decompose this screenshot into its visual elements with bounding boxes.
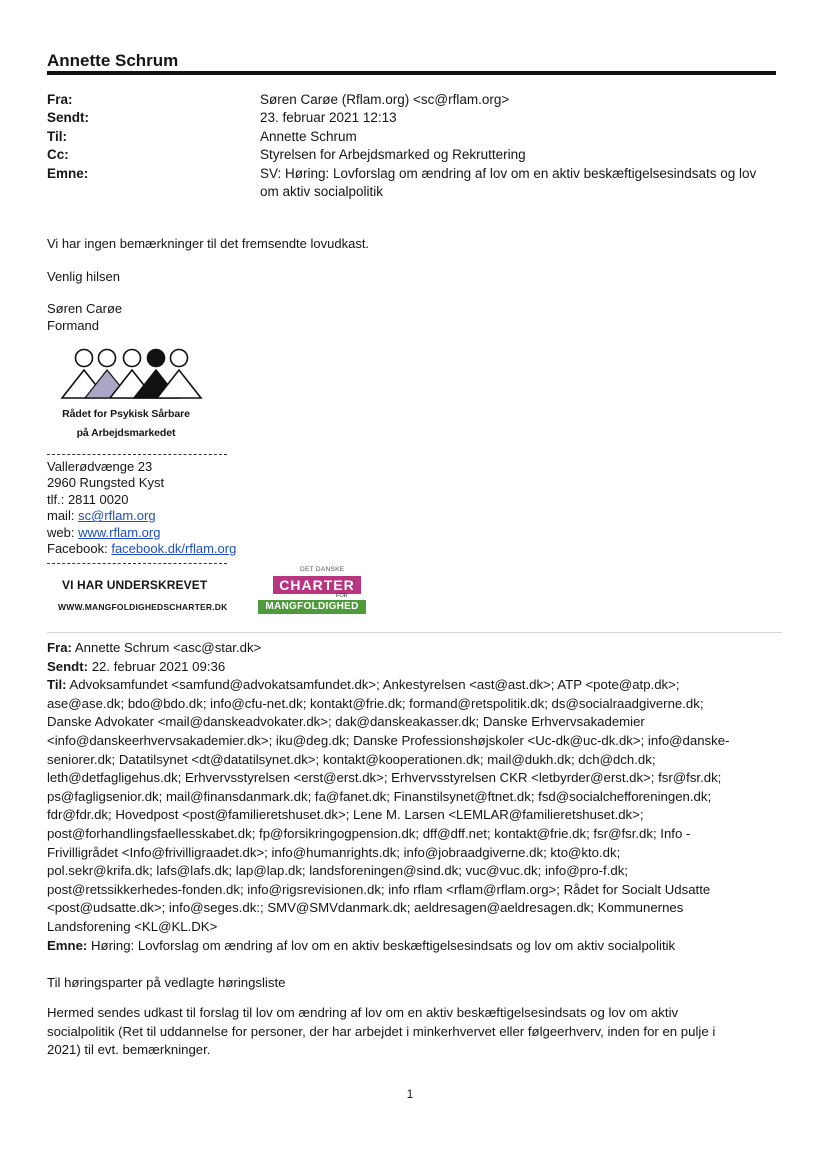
reply-to-label: Til: — [47, 128, 67, 144]
charter-logo-main: CHARTER — [273, 576, 361, 594]
reply-sent-row — [47, 109, 756, 127]
orig-to-line: ps@fagligsenior.dk; mail@finansdanmark.dk; fa@fanet.dk; Finanstilsynet@ftnet.dk; fsd@socialchefforeningen.dk; — [47, 788, 712, 804]
reply-cc-label: Cc: — [47, 147, 69, 163]
rflam-logo — [55, 345, 205, 401]
address-street: Vallerødvænge 23 — [47, 459, 153, 474]
address-mail-row — [47, 508, 236, 524]
facebook-label: Facebook: — [47, 541, 108, 557]
logo-caption-line-2: på Arbejdsmarkedet — [76, 427, 176, 439]
reply-closing: Venlig hilsen — [47, 269, 120, 284]
orig-sent-value: 22. februar 2021 09:36 — [91, 658, 226, 674]
orig-body-line: socialpolitik (Ret til uddannelse for personer, der har arbejdet i minkerhvervet eller følgeerhverv, inden for en pulje i — [47, 1023, 716, 1039]
logo-caption-line-1: Rådet for Psykisk Sårbare — [62, 408, 190, 420]
reply-subject-value — [260, 165, 756, 202]
logo-head-5 — [171, 350, 188, 367]
orig-to-line: Frivilligrådet <Info@frivilligraadet.dk>; info@humanrights.dk; info@jobraadgiverne.dk; kto@kto.dk; — [47, 844, 621, 860]
reply-sent-label: Sendt: — [47, 110, 89, 126]
reply-cc-row — [47, 146, 756, 164]
orig-subject-label: Emne: — [47, 937, 88, 953]
logo-caption — [50, 405, 202, 443]
logo-head-1 — [76, 350, 93, 367]
reply-cc-text: Styrelsen for Arbejdsmarked og Rekruttering — [260, 147, 526, 163]
charter-logo-small: FOR — [336, 593, 348, 599]
orig-to-line: post@retssikkerhedes-fonden.dk; info@rigsrevisionen.dk; info rflam <rflam@rflam.org>; Rådet for Socialt Udsatte — [47, 881, 711, 897]
orig-greeting: Til høringsparter på vedlagte høringsliste — [47, 975, 286, 990]
orig-sent-row — [47, 658, 729, 677]
message-separator — [47, 632, 782, 633]
charter-logo-top: DET DANSKE — [300, 566, 345, 573]
orig-subject-value: Høring: Lovforslag om ændring af lov om en aktiv beskæftigelsesindsats og lov om aktiv socialpolitik — [90, 937, 676, 953]
orig-from-value: Annette Schrum <asc@star.dk> — [74, 640, 262, 655]
reply-from-text: Søren Carøe (Rflam.org) <sc@rflam.org> — [260, 92, 510, 107]
orig-sent-label: Sendt: — [47, 658, 89, 674]
address-web-row — [47, 525, 236, 541]
original-message-header — [47, 639, 729, 955]
logo-head-3 — [124, 350, 141, 367]
orig-to-line: seniorer.dk; Datatilsynet <dt@datatilsynet.dk>; kontakt@kooperationen.dk; mail@dukh.dk; dch@dch.dk; — [47, 751, 656, 767]
address-city: 2960 Rungsted Kyst — [47, 475, 165, 491]
reply-sent-text: 23. februar 2021 12:13 — [260, 110, 397, 126]
signer-title: Formand — [47, 318, 100, 333]
facebook-link[interactable]: facebook.dk/rflam.org — [111, 541, 237, 557]
orig-to-line: post@forhandlingsfaellesskabet.dk; fp@forsikringogpension.dk; dff@dff.net; kontakt@frie.dk; fsr@fsr.dk; Info - — [47, 825, 691, 841]
page-number: 1 — [406, 1087, 414, 1101]
orig-to-line — [47, 676, 729, 695]
reply-cc-value — [260, 146, 526, 164]
orig-to-line: Landsforening <KL@KL.DK> — [47, 918, 218, 934]
orig-to-line: fdr@fdr.dk; Hovedpost <post@familieretshuset.dk>; Lene M. Larsen <LEMLAR@familieretshuset.dk>; — [47, 807, 644, 823]
web-link[interactable]: www.rflam.org — [78, 524, 161, 540]
orig-to-line: <info@danskeerhvervsakademier.dk>; iku@deg.dk; Danske Professionshøjskoler <Uc-dk@uc-dk.dk>; info@danske- — [47, 732, 730, 748]
reply-body: Vi har ingen bemærkninger til det fremsendte lovudkast. — [47, 236, 370, 251]
signature-divider-bottom — [47, 563, 227, 564]
reply-subject-line-1: SV: Høring: Lovforslag om ændring af lov om en aktiv beskæftigelsesindsats og lov — [260, 165, 757, 181]
orig-from-row — [47, 639, 729, 658]
reply-to-value — [260, 128, 357, 146]
charter-heading: VI HAR UNDERSKREVET — [62, 578, 208, 592]
reply-from-label: Fra: — [47, 92, 73, 107]
reply-subject-line-2: om aktiv socialpolitik — [260, 184, 384, 200]
reply-sent-value — [260, 109, 397, 127]
reply-to-text: Annette Schrum — [260, 128, 357, 144]
orig-to-line: <post@udsatte.dk>; info@seges.dk:; SMV@SMVdanmark.dk; aeldresagen@aeldresagen.dk; Kommunernes — [47, 900, 684, 916]
mail-label: mail: — [47, 508, 75, 524]
address-facebook-row — [47, 541, 236, 557]
orig-subject-row — [47, 937, 729, 956]
charter-url: WWW.MANGFOLDIGHEDSCHARTER.DK — [58, 602, 228, 612]
mail-link[interactable]: sc@rflam.org — [78, 508, 156, 524]
orig-body-line: Hermed sendes udkast til forslag til lov om ændring af lov om en aktiv beskæftigelsesindsats og lov om aktiv — [47, 1005, 679, 1020]
orig-to-line: pol.sekr@krifa.dk; lafs@lafs.dk; lap@lap.dk; landsforeningen@sind.dk; vuc@vuc.dk; info@pro-f.dk; — [47, 863, 628, 879]
header-rule — [47, 71, 776, 75]
reply-from-row — [47, 91, 756, 109]
reply-to-row — [47, 128, 756, 146]
orig-to-text: Advoksamfundet <samfund@advokatsamfundet.dk>; Ankestyrelsen <ast@ast.dk>; ATP <pote@atp.dk>; — [69, 677, 680, 693]
orig-body — [47, 1004, 715, 1060]
address-phone: tlf.: 2811 0020 — [47, 491, 129, 507]
logo-head-2 — [99, 350, 116, 367]
orig-to-line: ase@ase.dk; bdo@bdo.dk; info@cfu-net.dk; kontakt@frie.dk; formand@retspolitik.dk; ds@socialraadgiverne.dk; — [47, 695, 704, 711]
reply-header-fields — [47, 91, 756, 201]
logo-head-4 — [148, 350, 165, 367]
orig-to-line: leth@detfagligehus.dk; Erhvervsstyrelsen <erst@erst.dk>; Erhvervsstyrelsen CKR <letbyrder@erst.dk>; fsr@fsr.dk; — [47, 770, 722, 786]
reply-from-value — [260, 91, 509, 109]
orig-body-line: 2021) til evt. bemærkninger. — [47, 1042, 211, 1057]
signer-name: Søren Carøe — [47, 301, 123, 316]
charter-logo-bottom: MANGFOLDIGHED — [258, 600, 366, 614]
orig-from-label: Fra: — [47, 640, 72, 655]
signature-address — [47, 459, 236, 557]
page-header-name: Annette Schrum — [47, 51, 179, 70]
orig-to-line: Danske Advokater <mail@danskeadvokater.dk>; dak@danskeakasser.dk; Danske Erhvervsakademier — [47, 714, 645, 730]
signature-divider-top — [47, 454, 227, 455]
web-label: web: — [47, 524, 75, 540]
reply-subject-label: Emne: — [47, 165, 89, 181]
orig-to-label: Til: — [47, 677, 67, 693]
reply-subject-row — [47, 165, 756, 202]
